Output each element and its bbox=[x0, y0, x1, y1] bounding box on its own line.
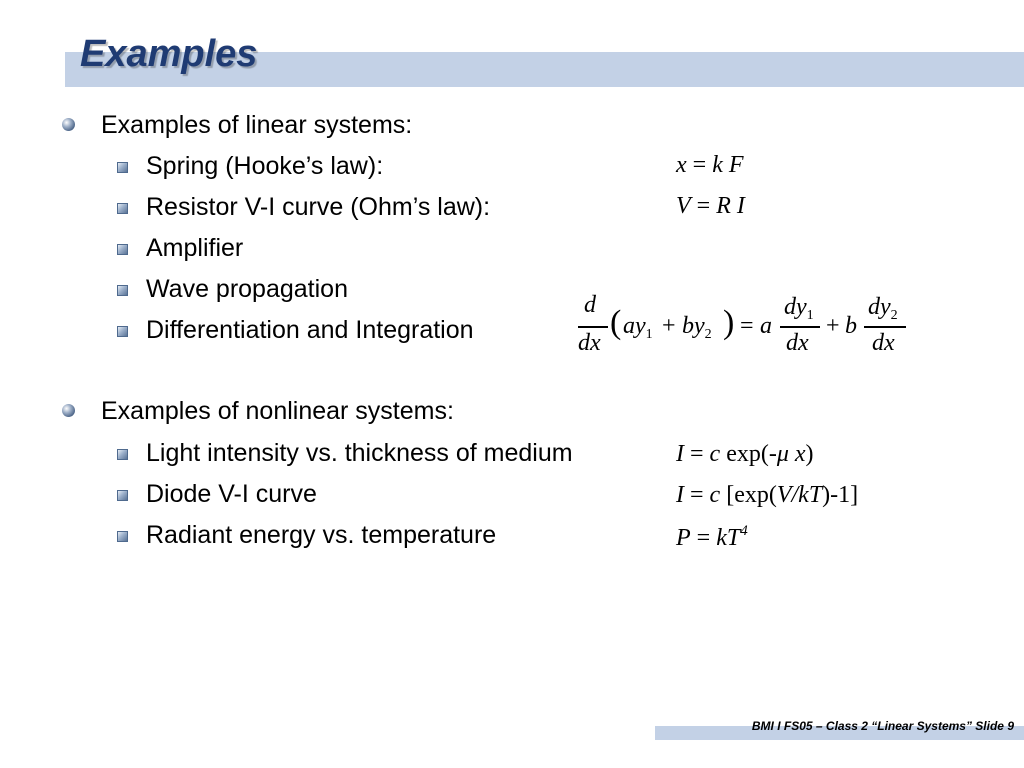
sub-bullet-icon bbox=[117, 531, 128, 542]
sub-bullet-icon bbox=[117, 285, 128, 296]
eq-var: V bbox=[676, 193, 691, 219]
slide-footer: BMI I FS05 – Class 2 “Linear Systems” Slide 9 bbox=[751, 719, 1014, 733]
eq-numerator: dy bbox=[868, 294, 891, 320]
fraction-bar bbox=[780, 326, 820, 328]
eq-sign: = bbox=[696, 193, 711, 219]
eq-var: I bbox=[736, 193, 745, 219]
sub-bullet-icon bbox=[117, 162, 128, 173]
eq-denominator: dx bbox=[786, 330, 809, 356]
eq-denominator: dx bbox=[872, 330, 895, 356]
eq-sign: = bbox=[690, 441, 704, 467]
paren: ( bbox=[610, 304, 622, 341]
sub-bullet-icon bbox=[117, 203, 128, 214]
list-item: Differentiation and Integration bbox=[146, 316, 474, 344]
list-item: Radiant energy vs. temperature bbox=[146, 521, 497, 549]
hooke-equation bbox=[676, 152, 744, 179]
eq-sign: + bbox=[662, 313, 676, 339]
eq-numerator: d bbox=[584, 292, 596, 318]
eq-func: )-1] bbox=[822, 482, 859, 508]
eq-func: [exp( bbox=[726, 482, 777, 508]
ohm-equation bbox=[676, 193, 745, 220]
eq-var: c bbox=[709, 441, 721, 467]
list-item: Light intensity vs. thickness of medium bbox=[146, 439, 573, 467]
eq-var: k bbox=[712, 152, 723, 178]
diode-equation bbox=[676, 482, 858, 509]
eq-var: F bbox=[728, 152, 744, 178]
eq-numerator: dy bbox=[784, 294, 807, 320]
light-equation bbox=[676, 441, 814, 468]
eq-subscript: 1 bbox=[645, 327, 653, 342]
fraction-bar bbox=[864, 326, 906, 328]
list-item: Diode V-I curve bbox=[146, 480, 317, 508]
eq-sign: + bbox=[826, 313, 840, 339]
sub-bullet-icon bbox=[117, 326, 128, 337]
list-item: Resistor V-I curve (Ohm’s law): bbox=[146, 193, 491, 221]
eq-var: by bbox=[682, 313, 705, 339]
eq-var: V/kT bbox=[776, 482, 823, 508]
eq-var: ay bbox=[623, 313, 646, 339]
eq-var: x bbox=[794, 441, 806, 467]
sub-bullet-icon bbox=[117, 449, 128, 460]
eq-exponent: 4 bbox=[740, 523, 748, 539]
eq-sign: = bbox=[692, 152, 707, 178]
differentiation-equation bbox=[570, 292, 915, 364]
list-item: Spring (Hooke’s law): bbox=[146, 152, 384, 180]
eq-var: P bbox=[676, 525, 691, 551]
eq-var: b bbox=[845, 313, 857, 339]
nonlinear-heading: Examples of nonlinear systems: bbox=[101, 397, 454, 425]
eq-sign: = bbox=[740, 313, 754, 339]
bullet-icon bbox=[62, 404, 75, 417]
linear-heading: Examples of linear systems: bbox=[101, 111, 413, 139]
eq-var: c bbox=[709, 482, 721, 508]
sub-bullet-icon bbox=[117, 490, 128, 501]
eq-subscript: 1 bbox=[806, 308, 814, 323]
eq-func: ) bbox=[805, 441, 814, 467]
eq-var: μ bbox=[776, 441, 789, 467]
list-item: Amplifier bbox=[146, 234, 244, 262]
sub-bullet-icon bbox=[117, 244, 128, 255]
eq-sign: = bbox=[696, 525, 711, 551]
eq-var: I bbox=[676, 482, 684, 508]
eq-subscript: 2 bbox=[890, 308, 898, 323]
eq-sign: = bbox=[690, 482, 704, 508]
eq-var: kT bbox=[716, 525, 741, 551]
eq-var: I bbox=[676, 441, 684, 467]
eq-denominator: dx bbox=[578, 330, 601, 356]
eq-var: a bbox=[760, 313, 772, 339]
eq-func: exp(- bbox=[726, 441, 777, 467]
bullet-icon bbox=[62, 118, 75, 131]
list-item: Wave propagation bbox=[146, 275, 348, 303]
eq-var: x bbox=[676, 152, 687, 178]
fraction-bar bbox=[578, 326, 608, 328]
eq-subscript: 2 bbox=[704, 327, 712, 342]
radiant-equation bbox=[676, 523, 748, 552]
slide-title: Examples bbox=[80, 33, 258, 75]
paren: ) bbox=[723, 304, 735, 341]
eq-var: R bbox=[716, 193, 731, 219]
